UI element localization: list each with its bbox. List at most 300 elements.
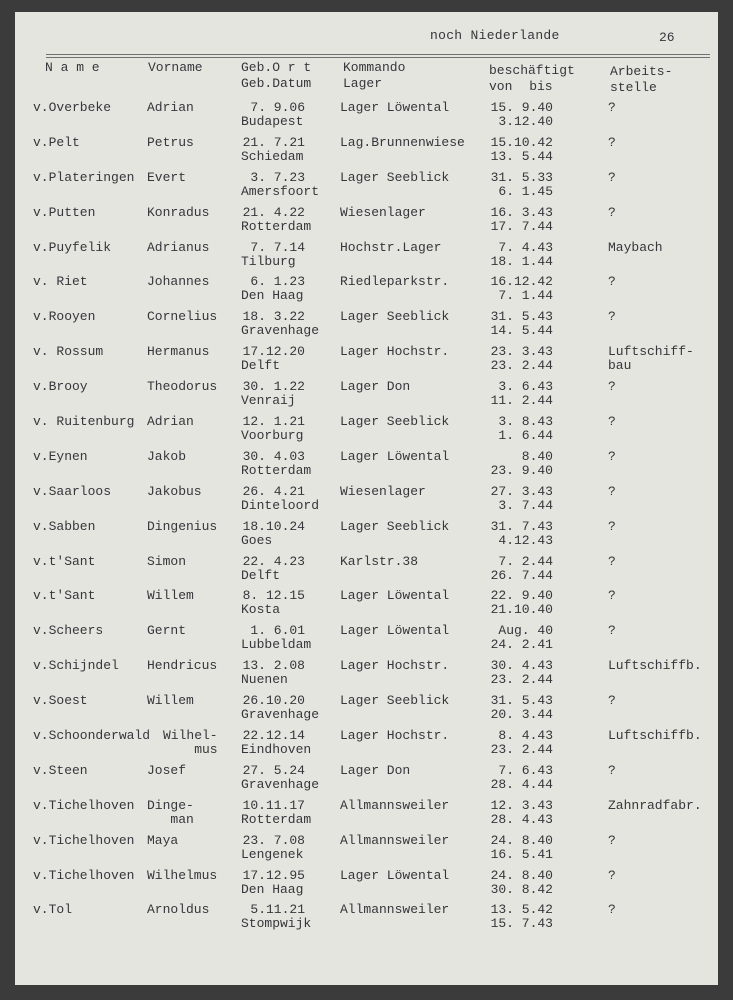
vorname-cell (147, 834, 178, 848)
employment-period-cell (489, 624, 553, 652)
camp-name: Wiesenlager (340, 483, 426, 499)
camp-name: Lager Löwental (340, 448, 450, 464)
kommando-cell (340, 764, 410, 778)
kommando-cell (340, 520, 449, 534)
name-cell (33, 764, 88, 778)
table-row (0, 694, 733, 729)
workplace-line: ? (608, 623, 616, 639)
surname: v. Riet (33, 274, 88, 290)
employment-period-cell (489, 589, 553, 617)
employed-until: 21.10.40 (490, 602, 553, 618)
surname: v.Schijndel (33, 658, 119, 674)
workplace-line: ? (608, 693, 616, 709)
name-cell (33, 171, 134, 185)
camp-name: Karlstr.38 (340, 553, 419, 569)
employed-from: 31. 5.43 (490, 693, 553, 709)
column-header-von-bis: von bis (489, 79, 553, 94)
employed-until: 23. 2.44 (490, 358, 553, 374)
workplace-line: ? (608, 902, 616, 918)
first-name-line: Adrian (147, 414, 194, 430)
table-row (0, 380, 733, 415)
first-name-line: Simon (147, 553, 187, 569)
kommando-cell (340, 659, 449, 673)
birth-place: Schiedam (241, 148, 304, 164)
workplace-cell (608, 555, 616, 569)
surname: v.Schoonderwald (33, 728, 151, 744)
first-name-line: Maya (147, 832, 179, 848)
kommando-cell (340, 241, 441, 255)
birth-place: Delft (241, 358, 281, 374)
birth-cell (241, 241, 321, 269)
employed-until: 3.12.40 (498, 114, 553, 129)
kommando-cell (340, 903, 449, 917)
birth-cell (241, 869, 321, 897)
surname: v.Steen (33, 762, 88, 778)
kommando-cell (340, 694, 449, 708)
column-header-vorname-label: Vorname (148, 60, 203, 75)
vorname-cell (147, 624, 186, 638)
workplace-line: ? (608, 309, 616, 325)
surname: v.Putten (33, 204, 96, 220)
column-header-geburt-ort: Geb.O r t (241, 60, 312, 75)
vorname-cell (147, 555, 186, 569)
employed-until: 4.12.43 (498, 532, 553, 548)
workplace-cell (608, 520, 616, 534)
kommando-cell (340, 799, 449, 813)
surname: v.Overbeke (33, 100, 112, 115)
column-header-vorname (148, 60, 203, 76)
workplace-cell (608, 171, 616, 185)
name-cell (33, 834, 134, 848)
table-row (0, 275, 733, 310)
birth-place: Budapest (241, 114, 304, 129)
employed-until: 7. 1.44 (498, 288, 553, 304)
surname: v. Rossum (33, 344, 104, 360)
name-cell (33, 903, 72, 917)
column-header-lager-label: Lager (343, 76, 383, 91)
first-name-line: Willem (147, 693, 194, 709)
name-cell (33, 659, 119, 673)
name-cell (33, 555, 95, 569)
vorname-cell (147, 869, 217, 883)
kommando-cell (340, 345, 449, 359)
column-header-geburt (241, 60, 311, 92)
birth-cell (241, 694, 321, 722)
birth-cell (241, 345, 321, 373)
surname: v.Sabben (33, 518, 96, 534)
employed-until: 23. 9.40 (490, 462, 553, 478)
workplace-line: ? (608, 204, 616, 220)
camp-name: Wiesenlager (340, 204, 426, 220)
column-header-geburt-datum: Geb.Datum (241, 76, 312, 91)
camp-name: Allmannsweiler (340, 797, 450, 813)
employed-from: 24. 8.40 (490, 832, 553, 848)
workplace-cell (608, 903, 616, 917)
birth-place: Delft (241, 567, 281, 583)
name-cell (33, 869, 134, 883)
name-cell (33, 694, 88, 708)
first-name-line: Konradus (147, 204, 210, 220)
employed-until: 20. 3.44 (490, 707, 553, 723)
camp-name: Lager Seeblick (340, 309, 450, 325)
vorname-cell (147, 520, 217, 534)
birth-cell (241, 520, 321, 548)
first-name-line: Josef (147, 762, 187, 778)
employed-from: 12. 3.43 (490, 797, 553, 813)
camp-name: Lager Löwental (340, 867, 450, 883)
birth-cell (241, 275, 321, 303)
workplace-cell (608, 136, 616, 150)
vorname-cell (147, 764, 186, 778)
employed-from: 7. 2.44 (498, 553, 553, 569)
column-header-beschaeftigt-label: beschäftigt (489, 63, 575, 78)
employment-period-cell (489, 345, 553, 373)
table-row (0, 555, 733, 590)
vorname-cell (147, 903, 209, 917)
surname: v.Soest (33, 693, 88, 709)
birth-cell (241, 659, 321, 687)
name-cell (33, 206, 95, 220)
workplace-line: ? (608, 379, 616, 395)
birth-date: 21. 7.21 (242, 134, 305, 150)
kommando-cell (340, 624, 449, 638)
birth-date: 18. 3.22 (242, 309, 305, 325)
first-name-line: mus (194, 742, 218, 758)
workplace-line: ? (608, 553, 616, 569)
employment-period-cell (489, 869, 553, 897)
table-row (0, 659, 733, 694)
employment-period-cell (489, 241, 553, 269)
camp-name: Lager Seeblick (340, 169, 450, 185)
birth-cell (241, 206, 321, 234)
birth-date: 26.10.20 (242, 693, 305, 709)
surname: v.Tichelhoven (33, 867, 135, 883)
birth-cell (241, 555, 321, 583)
employed-from: 15. 9.40 (490, 100, 553, 115)
surname: v.Puyfelik (33, 239, 112, 255)
workplace-cell (608, 589, 616, 603)
column-header-arbeitsstelle (610, 64, 672, 96)
birth-date: 17.12.95 (242, 867, 305, 883)
camp-name: Lager Seeblick (340, 414, 450, 430)
birth-cell (241, 589, 321, 617)
birth-cell (241, 485, 321, 513)
first-name-line: Hendricus (147, 658, 218, 674)
workplace-line: ? (608, 518, 616, 534)
employed-until: 23. 2.44 (490, 742, 553, 758)
page-heading: noch Niederlande (430, 28, 560, 43)
birth-date: 13. 2.08 (242, 658, 305, 674)
employment-period-cell (489, 275, 553, 303)
vorname-cell (147, 206, 209, 220)
birth-cell (241, 729, 321, 757)
vorname-cell (147, 241, 209, 255)
first-name-line: Jakobus (147, 483, 202, 499)
camp-name: Allmannsweiler (340, 832, 450, 848)
table-row (0, 903, 733, 938)
birth-date: 30. 4.03 (242, 448, 305, 464)
first-name-line: Wilhel- (163, 728, 218, 744)
first-name-line: Gernt (147, 623, 187, 639)
surname: v.Brooy (33, 379, 88, 395)
employed-until: 3. 7.44 (498, 497, 553, 513)
employed-from: 3. 8.43 (498, 414, 553, 430)
birth-date: 3. 7.23 (250, 169, 305, 185)
workplace-cell (608, 450, 616, 464)
column-header-kommando (343, 60, 405, 92)
workplace-cell (608, 415, 616, 429)
table-row (0, 520, 733, 555)
workplace-line: ? (608, 134, 616, 150)
employed-from: 31. 5.33 (490, 169, 553, 185)
birth-place: Den Haag (241, 288, 304, 304)
birth-cell (241, 799, 321, 827)
employment-period-cell (489, 310, 553, 338)
vorname-cell (147, 659, 217, 673)
birth-date: 23. 7.08 (242, 832, 305, 848)
workplace-line: ? (608, 100, 616, 115)
birth-place: Rotterdam (241, 811, 312, 827)
kommando-cell (340, 869, 449, 883)
employed-from: 13. 5.42 (490, 902, 553, 918)
workplace-cell (608, 659, 702, 673)
birth-cell (241, 834, 321, 862)
workplace-cell (608, 729, 702, 743)
employment-period-cell (489, 206, 553, 234)
birth-date: 10.11.17 (242, 797, 305, 813)
workplace-line: ? (608, 832, 616, 848)
birth-place: Dinteloord (241, 497, 320, 513)
surname: v. Ruitenburg (33, 414, 135, 430)
workplace-line: Maybach (608, 239, 663, 255)
workplace-line: ? (608, 414, 616, 430)
employed-from: 8. 4.43 (498, 728, 553, 744)
birth-cell (241, 101, 321, 129)
kommando-cell (340, 415, 449, 429)
birth-cell (241, 310, 321, 338)
employed-from: 7. 4.43 (498, 239, 553, 255)
column-header-name (45, 60, 100, 76)
vorname-cell (147, 415, 194, 429)
table-row (0, 136, 733, 171)
surname: v.Eynen (33, 448, 88, 464)
birth-place: Goes (241, 532, 273, 548)
first-name-line: Evert (147, 169, 187, 185)
workplace-cell (608, 310, 616, 324)
vorname-cell (147, 485, 202, 499)
page-number: 26 (659, 30, 675, 45)
workplace-cell (608, 799, 702, 813)
workplace-line: Luftschiff- (608, 344, 694, 360)
workplace-line: Luftschiffb. (608, 658, 702, 674)
table-row (0, 101, 733, 136)
camp-name: Lager Don (340, 379, 411, 395)
birth-place: Nuenen (241, 672, 288, 688)
workplace-cell (608, 345, 694, 373)
birth-cell (241, 450, 321, 478)
birth-date: 22.12.14 (242, 728, 305, 744)
name-cell (33, 450, 88, 464)
workplace-line: ? (608, 483, 616, 499)
first-name-line: Theodorus (147, 379, 218, 395)
workplace-cell (608, 275, 616, 289)
table-row (0, 241, 733, 276)
birth-cell (241, 136, 321, 164)
vorname-cell (147, 450, 186, 464)
employed-until: 30. 8.42 (490, 881, 553, 897)
employed-from: 3. 6.43 (498, 379, 553, 395)
birth-date: 7. 9.06 (250, 100, 305, 115)
workplace-line: ? (608, 867, 616, 883)
employed-from: 7. 6.43 (498, 762, 553, 778)
vorname-cell (163, 729, 218, 757)
surname: v.Tichelhoven (33, 797, 135, 813)
birth-place: Tilburg (241, 253, 296, 269)
employment-period-cell (489, 101, 553, 129)
birth-cell (241, 415, 321, 443)
birth-place: Stompwijk (241, 916, 312, 932)
table-row (0, 345, 733, 380)
employed-from: 22. 9.40 (490, 588, 553, 604)
birth-place: Venraij (241, 393, 296, 409)
name-cell (33, 345, 103, 359)
name-cell (33, 241, 111, 255)
employment-period-cell (489, 799, 553, 827)
column-header-beschaeftigt (489, 63, 575, 95)
birth-date: 7. 7.14 (250, 239, 305, 255)
surname: v.Scheers (33, 623, 104, 639)
workplace-cell (608, 694, 616, 708)
table-row (0, 799, 733, 834)
employed-until: 1. 6.44 (498, 428, 553, 444)
employment-period-cell (489, 415, 553, 443)
kommando-cell (340, 555, 418, 569)
workplace-cell (608, 206, 616, 220)
surname: v.Tichelhoven (33, 832, 135, 848)
surname: v.Tol (33, 902, 73, 918)
camp-name: Riedleparkstr. (340, 274, 450, 290)
camp-name: Lager Löwental (340, 588, 450, 604)
surname: v.Saarloos (33, 483, 112, 499)
birth-place: Amersfoort (241, 183, 320, 199)
record-list (0, 101, 733, 938)
workplace-line: ? (608, 762, 616, 778)
name-cell (33, 275, 88, 289)
birth-date: 12. 1.21 (242, 414, 305, 430)
workplace-line: ? (608, 274, 616, 290)
kommando-cell (340, 380, 410, 394)
column-header-arbeitsstelle-1: Arbeits- (610, 64, 673, 79)
table-row (0, 310, 733, 345)
employed-until: 11. 2.44 (490, 393, 553, 409)
birth-cell (241, 903, 321, 931)
kommando-cell (340, 729, 449, 743)
kommando-cell (340, 136, 465, 150)
table-row (0, 415, 733, 450)
workplace-cell (608, 485, 616, 499)
employment-period-cell (489, 694, 553, 722)
table-row (0, 834, 733, 869)
first-name-line: Dingenius (147, 518, 218, 534)
birth-date: 5.11.21 (250, 902, 305, 918)
workplace-cell (608, 834, 616, 848)
workplace-cell (608, 764, 616, 778)
employed-from: 16. 3.43 (490, 204, 553, 220)
employment-period-cell (489, 520, 553, 548)
camp-name: Allmannsweiler (340, 902, 450, 918)
birth-date: 8. 12.15 (242, 588, 305, 604)
name-cell (33, 101, 111, 115)
header-rule-bottom (46, 57, 710, 58)
birth-date: 21. 4.22 (242, 204, 305, 220)
name-cell (33, 520, 95, 534)
birth-cell (241, 171, 321, 199)
workplace-line: ? (608, 448, 616, 464)
birth-cell (241, 380, 321, 408)
table-row (0, 869, 733, 904)
name-cell (33, 415, 134, 429)
employment-period-cell (489, 450, 553, 478)
employed-from: 16.12.42 (490, 274, 553, 290)
vorname-cell (147, 380, 217, 394)
camp-name: Lager Löwental (340, 100, 450, 115)
kommando-cell (340, 834, 449, 848)
camp-name: Lager Seeblick (340, 518, 450, 534)
first-name-line: Adrian (147, 100, 194, 115)
employed-from: 24. 8.40 (490, 867, 553, 883)
first-name-line: Jakob (147, 448, 187, 464)
name-cell (33, 589, 95, 603)
first-name-line: Petrus (147, 134, 194, 150)
camp-name: Lager Hochstr. (340, 344, 450, 360)
kommando-cell (340, 206, 426, 220)
camp-name: Lager Don (340, 762, 411, 778)
birth-date: 6. 1.23 (250, 274, 305, 290)
table-row (0, 171, 733, 206)
table-row (0, 450, 733, 485)
employed-from: 15.10.42 (490, 134, 553, 150)
column-header-kommando-label: Kommando (343, 60, 406, 75)
table-row (0, 589, 733, 624)
birth-place: Kosta (241, 602, 281, 618)
surname: v.t'Sant (33, 588, 96, 604)
employed-until: 13. 5.44 (490, 148, 553, 164)
name-cell (33, 799, 134, 813)
surname: v.Rooyen (33, 309, 96, 325)
first-name-line: Cornelius (147, 309, 218, 325)
workplace-cell (608, 624, 616, 638)
employed-until: 28. 4.43 (490, 811, 553, 827)
vorname-cell (147, 345, 209, 359)
vorname-cell (147, 799, 194, 827)
employed-from: 23. 3.43 (490, 344, 553, 360)
camp-name: Lager Löwental (340, 623, 450, 639)
camp-name: Lager Seeblick (340, 693, 450, 709)
table-row (0, 624, 733, 659)
employment-period-cell (489, 171, 553, 199)
employment-period-cell (489, 729, 553, 757)
name-cell (33, 380, 88, 394)
first-name-line: Johannes (147, 274, 210, 290)
employment-period-cell (489, 555, 553, 583)
vorname-cell (147, 275, 209, 289)
birth-place: Den Haag (241, 881, 304, 897)
surname: v.t'Sant (33, 553, 96, 569)
birth-place: Gravenhage (241, 776, 320, 792)
vorname-cell (147, 694, 194, 708)
employment-period-cell (489, 380, 553, 408)
kommando-cell (340, 589, 449, 603)
